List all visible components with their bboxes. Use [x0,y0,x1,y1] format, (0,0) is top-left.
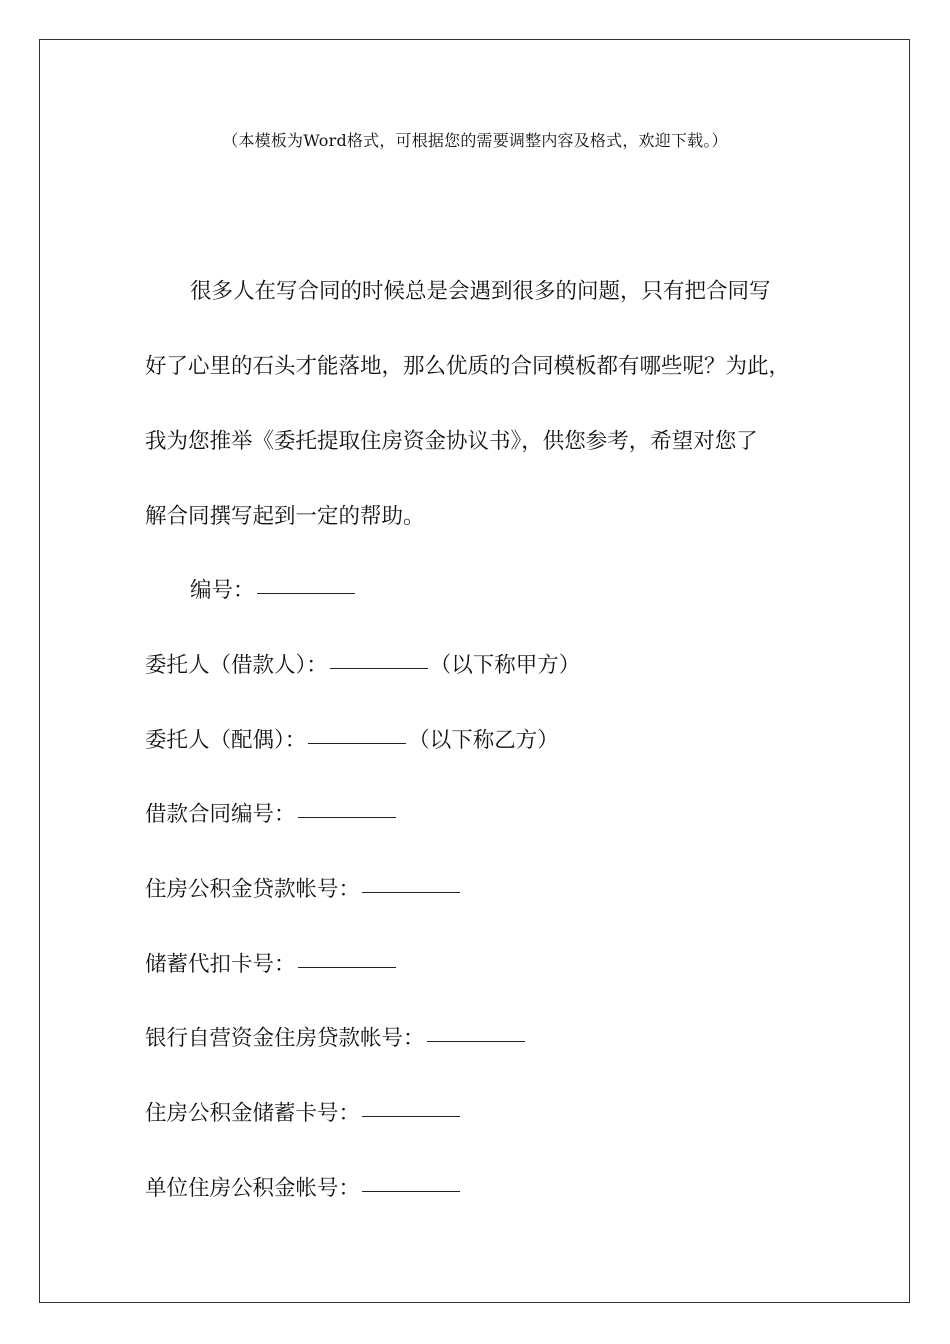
field-employer-provident-fund-account [145,1171,805,1202]
field-label: 编号： [190,578,255,603]
field-loan-contract-number [145,797,805,828]
template-note: （本模板为Word格式，可根据您的需要调整内容及格式，欢迎下载。） [222,131,728,150]
intro-line-1: 很多人在写合同的时候总是会遇到很多的问题，只有把合同写 [190,279,771,304]
intro-line-3: 我为您推举《委托提取住房资金协议书》，供您参考，希望对您了 [145,429,758,454]
field-label: 住房公积金贷款帐号： [145,877,361,902]
field-borrower [145,648,805,679]
field-label: 委托人（借款人）： [145,653,328,678]
fill-in-blank [298,966,396,968]
fill-in-blank [362,1190,460,1192]
fill-in-blank [362,1115,460,1117]
fill-in-blank [330,667,428,669]
field-serial-number [190,573,850,604]
field-label: 委托人（配偶）： [145,728,307,753]
fill-in-blank [308,742,406,744]
field-provident-fund-savings-card [145,1096,805,1127]
field-suffix: （以下称甲方） [429,653,581,678]
field-label: 银行自营资金住房贷款帐号： [145,1026,425,1051]
intro-line-4: 解合同撰写起到一定的帮助。 [145,504,425,529]
field-label: 住房公积金储蓄卡号： [145,1101,361,1126]
field-label: 单位住房公积金帐号： [145,1176,361,1201]
field-spouse [145,723,805,754]
intro-line-2: 好了心里的石头才能落地，那么优质的合同模板都有哪些呢？为此， [145,354,791,379]
fill-in-blank [427,1040,525,1042]
field-label: 借款合同编号： [145,802,296,827]
field-savings-debit-card [145,947,805,978]
fill-in-blank [362,891,460,893]
fill-in-blank [298,816,396,818]
field-provident-fund-loan-account [145,872,805,903]
field-label: 储蓄代扣卡号： [145,952,296,977]
fill-in-blank [257,592,355,594]
field-bank-housing-loan-account [145,1021,805,1052]
field-suffix: （以下称乙方） [408,728,559,753]
